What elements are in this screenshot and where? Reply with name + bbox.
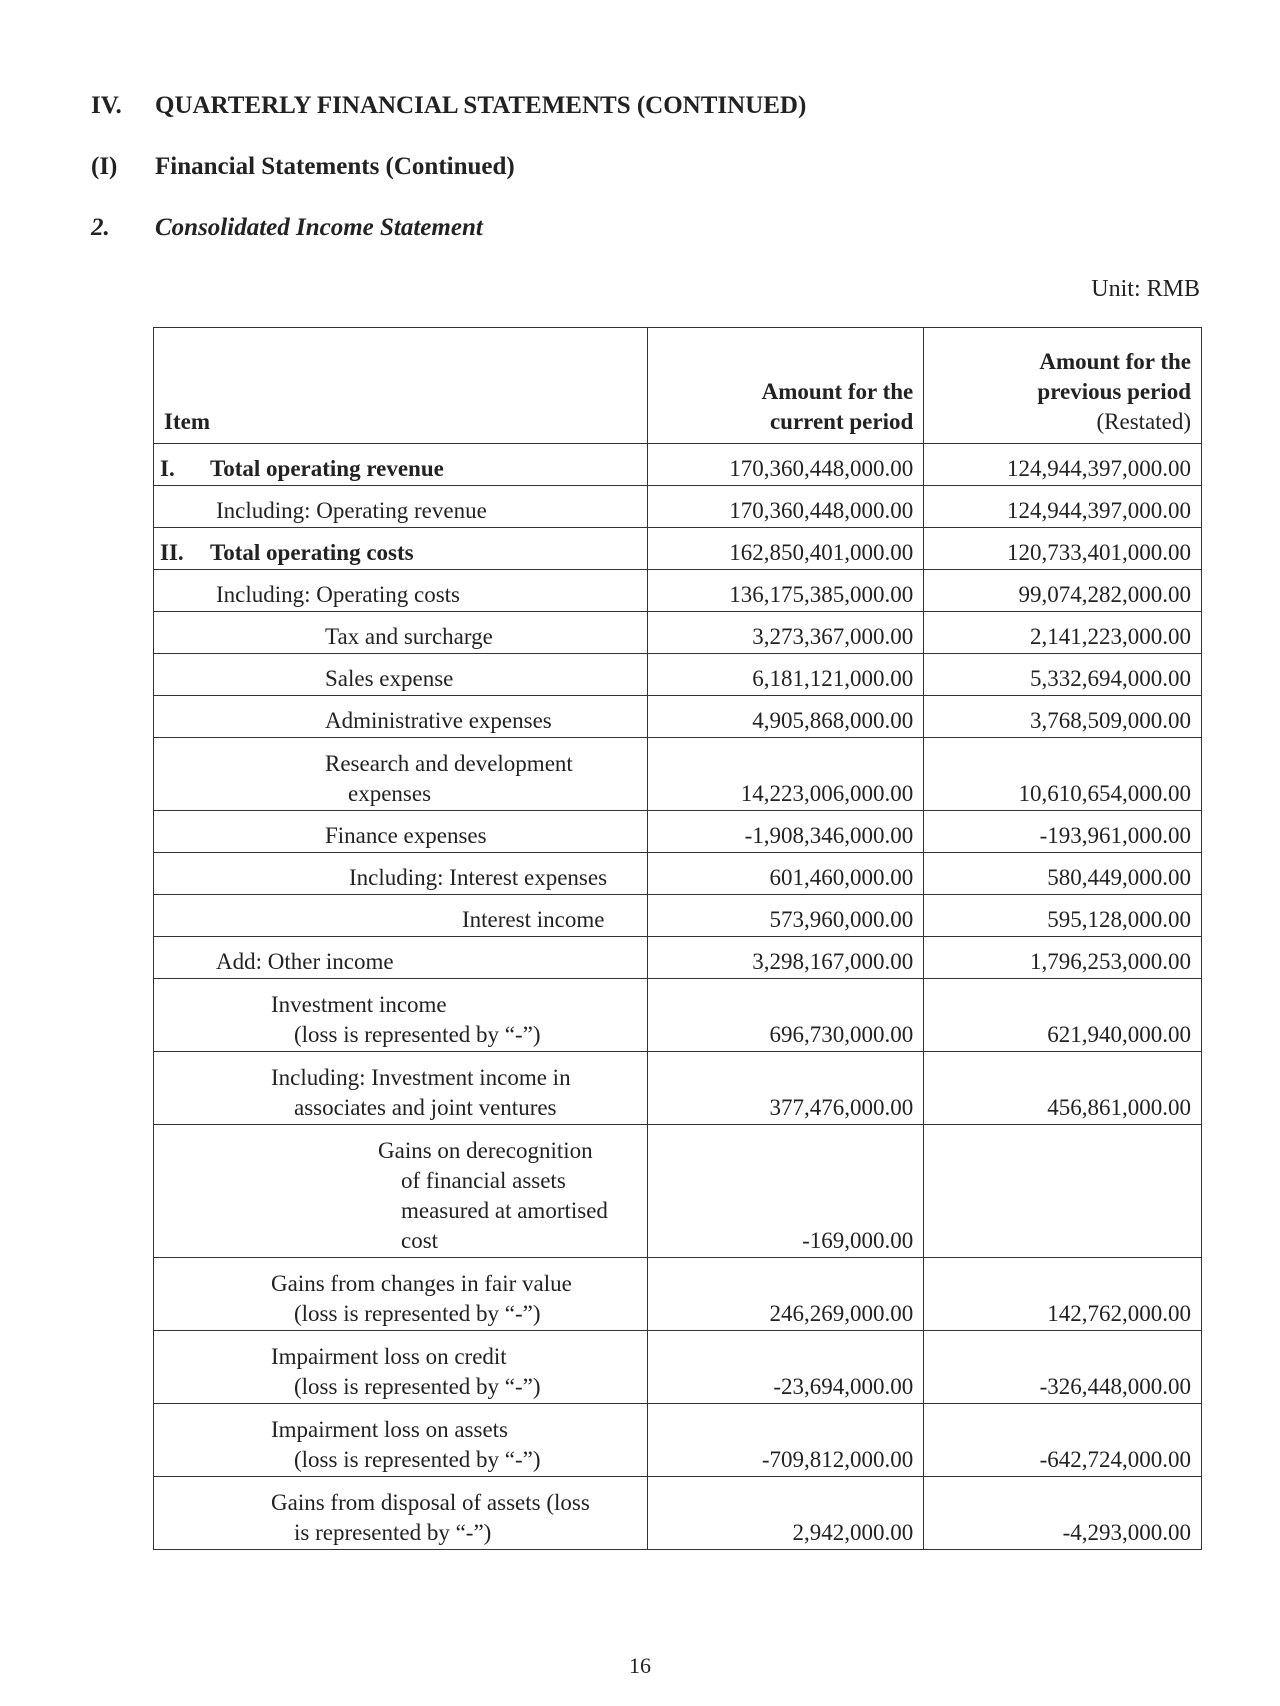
table-row <box>154 570 1202 612</box>
current-value: 4,905,868,000.00 <box>647 696 924 738</box>
table-header-row <box>154 328 1202 444</box>
row-label: Including: Operating revenue <box>154 486 648 528</box>
section-number: IV. <box>91 92 122 119</box>
table-row <box>154 811 1202 853</box>
table-row <box>154 612 1202 654</box>
row-label: Impairment loss on credit (loss is represented by “-”) <box>154 1331 648 1404</box>
table-row <box>154 528 1202 570</box>
current-value: 170,360,448,000.00 <box>647 444 924 486</box>
row-label: Gains on derecognition of financial assets measured at amortised cost <box>154 1125 648 1258</box>
row-label: Impairment loss on assets (loss is represented by “-”) <box>154 1404 648 1477</box>
previous-value: 1,796,253,000.00 <box>924 937 1202 979</box>
subsection-title: Financial Statements (Continued) <box>155 153 515 180</box>
previous-value: 595,128,000.00 <box>924 895 1202 937</box>
table-row <box>154 696 1202 738</box>
current-value: 601,460,000.00 <box>647 853 924 895</box>
row-label: Including: Investment income in associates and joint ventures <box>154 1052 648 1125</box>
table-row <box>154 738 1202 811</box>
row-label: I. Total operating revenue <box>154 444 648 486</box>
header-item: Item <box>154 328 648 444</box>
row-label: Investment income (loss is represented by “-”) <box>154 979 648 1052</box>
header-current-period: Amount for the current period <box>647 328 924 444</box>
current-value: -169,000.00 <box>647 1125 924 1258</box>
row-label: Gains from changes in fair value (loss is represented by “-”) <box>154 1258 648 1331</box>
row-label: Sales expense <box>154 654 648 696</box>
current-value: -1,908,346,000.00 <box>647 811 924 853</box>
current-value: 136,175,385,000.00 <box>647 570 924 612</box>
table-row <box>154 895 1202 937</box>
table-row <box>154 444 1202 486</box>
row-label: Interest income <box>154 895 648 937</box>
section-title: QUARTERLY FINANCIAL STATEMENTS (CONTINUED) <box>155 92 807 119</box>
table-row <box>154 853 1202 895</box>
current-value: 6,181,121,000.00 <box>647 654 924 696</box>
table-row <box>154 654 1202 696</box>
income-statement-table <box>153 327 1202 1550</box>
current-value: 573,960,000.00 <box>647 895 924 937</box>
row-label: II. Total operating costs <box>154 528 648 570</box>
previous-value: -4,293,000.00 <box>924 1477 1202 1550</box>
table-row <box>154 1125 1202 1258</box>
statement-title: Consolidated Income Statement <box>155 214 483 241</box>
previous-value: 124,944,397,000.00 <box>924 444 1202 486</box>
table-row <box>154 937 1202 979</box>
previous-value: 2,141,223,000.00 <box>924 612 1202 654</box>
statement-heading <box>91 214 483 242</box>
current-value: 377,476,000.00 <box>647 1052 924 1125</box>
table-row <box>154 1404 1202 1477</box>
current-value: 170,360,448,000.00 <box>647 486 924 528</box>
subsection-heading <box>91 153 515 181</box>
row-label: Tax and surcharge <box>154 612 648 654</box>
table-row <box>154 1052 1202 1125</box>
header-previous-period: Amount for the previous period (Restated) <box>924 328 1202 444</box>
row-label: Finance expenses <box>154 811 648 853</box>
previous-value: 5,332,694,000.00 <box>924 654 1202 696</box>
previous-value: 621,940,000.00 <box>924 979 1202 1052</box>
current-value: 162,850,401,000.00 <box>647 528 924 570</box>
row-label: Including: Operating costs <box>154 570 648 612</box>
previous-value: 10,610,654,000.00 <box>924 738 1202 811</box>
section-heading <box>91 92 806 120</box>
previous-value: 142,762,000.00 <box>924 1258 1202 1331</box>
row-label: Research and development expenses <box>154 738 648 811</box>
current-value: 2,942,000.00 <box>647 1477 924 1550</box>
unit-label: Unit: RMB <box>1091 276 1200 302</box>
row-label: Add: Other income <box>154 937 648 979</box>
current-value: 3,298,167,000.00 <box>647 937 924 979</box>
page-number: 16 <box>629 1653 651 1678</box>
previous-value: 456,861,000.00 <box>924 1052 1202 1125</box>
subsection-number: (I) <box>91 153 118 180</box>
previous-value: 99,074,282,000.00 <box>924 570 1202 612</box>
table-row <box>154 1258 1202 1331</box>
previous-value: -193,961,000.00 <box>924 811 1202 853</box>
row-label: Administrative expenses <box>154 696 648 738</box>
row-label: Including: Interest expenses <box>154 853 648 895</box>
previous-value: 124,944,397,000.00 <box>924 486 1202 528</box>
current-value: -709,812,000.00 <box>647 1404 924 1477</box>
row-label: Gains from disposal of assets (loss is represented by “-”) <box>154 1477 648 1550</box>
current-value: 246,269,000.00 <box>647 1258 924 1331</box>
previous-value <box>924 1125 1202 1258</box>
table-row <box>154 979 1202 1052</box>
previous-value: 3,768,509,000.00 <box>924 696 1202 738</box>
previous-value: 120,733,401,000.00 <box>924 528 1202 570</box>
previous-value: -326,448,000.00 <box>924 1331 1202 1404</box>
previous-value: 580,449,000.00 <box>924 853 1202 895</box>
table-row <box>154 486 1202 528</box>
current-value: 696,730,000.00 <box>647 979 924 1052</box>
current-value: -23,694,000.00 <box>647 1331 924 1404</box>
previous-value: -642,724,000.00 <box>924 1404 1202 1477</box>
current-value: 14,223,006,000.00 <box>647 738 924 811</box>
statement-number: 2. <box>91 214 110 241</box>
table-row <box>154 1331 1202 1404</box>
current-value: 3,273,367,000.00 <box>647 612 924 654</box>
table-row <box>154 1477 1202 1550</box>
